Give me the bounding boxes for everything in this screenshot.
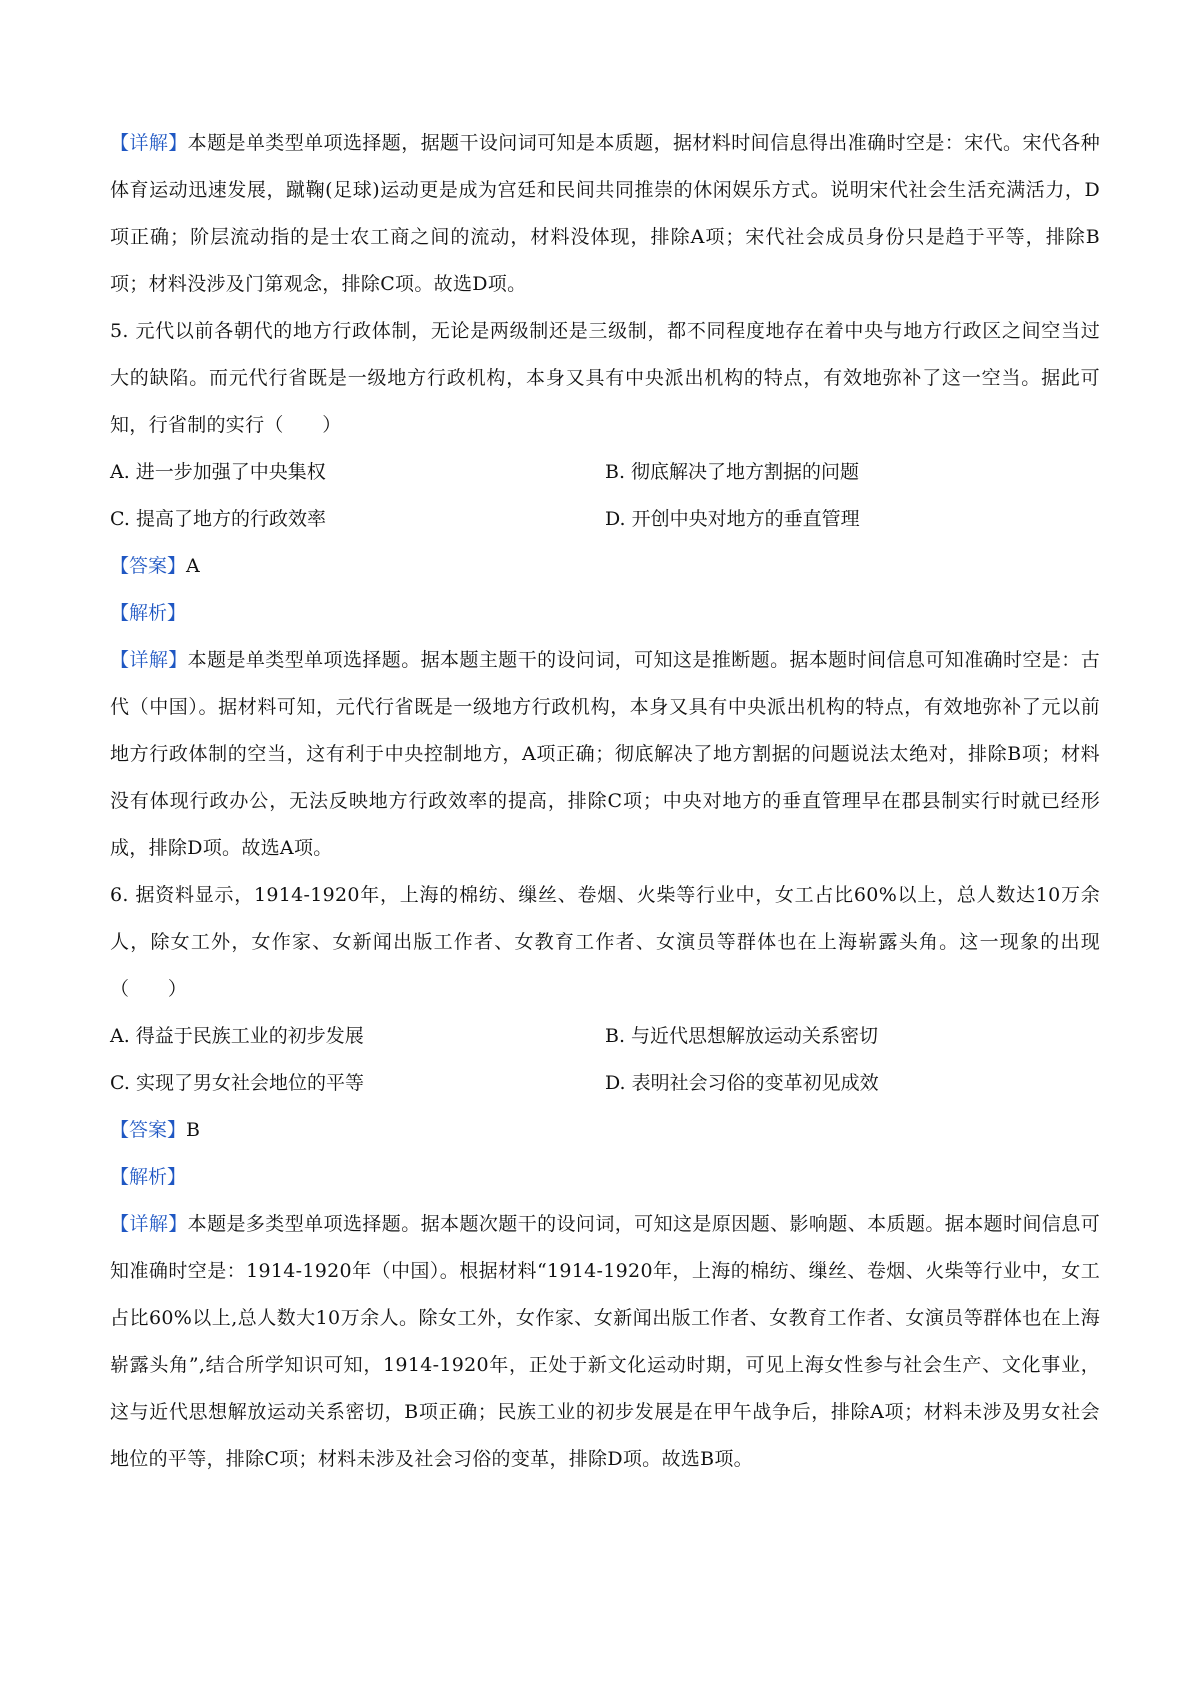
q5-analysis <box>110 590 1100 637</box>
analysis-tag: 【解析】 <box>110 1166 187 1188</box>
answer-tag: 【答案】 <box>110 1119 187 1141</box>
detail-tag: 【详解】 <box>110 649 188 671</box>
q6-answer <box>110 1107 1100 1154</box>
q6-option-d: D. 表明社会习俗的变革初见成效 <box>605 1072 879 1094</box>
q5-option-a: A. 进一步加强了中央集权 <box>110 461 326 483</box>
q6-options <box>110 1013 1100 1107</box>
detail-tag: 【详解】 <box>110 132 188 154</box>
q5-answer-value: A <box>186 555 200 577</box>
q5-option-b: B. 彻底解决了地方割据的问题 <box>605 461 860 483</box>
q6-stem: 6. 据资料显示，1914-1920年，上海的棉纺、缫丝、卷烟、火柴等行业中，女工占比60%以上，总人数达10万余人，除女工外，女作家、女新闻出版工作者、女教育工作者、女演员等群体也在上海崭露头角。这一现象的出现（ ） <box>110 884 1100 1000</box>
q6-option-c: C. 实现了男女社会地位的平等 <box>110 1072 364 1094</box>
q6-analysis <box>110 1154 1100 1201</box>
q6-option-a: A. 得益于民族工业的初步发展 <box>110 1025 364 1047</box>
q5-stem: 5. 元代以前各朝代的地方行政体制，无论是两级制还是三级制，都不同程度地存在着中央与地方行政区之间空当过大的缺陷。而元代行省既是一级地方行政机构，本身又具有中央派出机构的特点，有效地弥补了这一空当。据此可知，行省制的实行（ ） <box>110 320 1100 436</box>
analysis-tag: 【解析】 <box>110 602 187 624</box>
document-page <box>110 120 1100 1483</box>
q5-option-c: C. 提高了地方的行政效率 <box>110 508 326 530</box>
q5-options <box>110 449 1100 543</box>
q6-answer-value: B <box>186 1119 200 1141</box>
q4-detail <box>110 120 1100 308</box>
q5-detail <box>110 637 1100 872</box>
q4-detail-text: 本题是单类型单项选择题，据题干设问词可知是本质题，据材料时间信息得出准确时空是：宋代。宋代各种体育运动迅速发展，蹴鞠(足球)运动更是成为宫廷和民间共同推崇的休闲娱乐方式。说明宋代社会生活充满活力，D项正确；阶层流动指的是士农工商之间的流动，材料没体现，排除A项；宋代社会成员身份只是趋于平等，排除B项；材料没涉及门第观念，排除C项。故选D项。 <box>110 132 1100 295</box>
q5-detail-text: 本题是单类型单项选择题。据本题主题干的设问词，可知这是推断题。据本题时间信息可知准确时空是：古代（中国）。据材料可知，元代行省既是一级地方行政机构，本身又具有中央派出机构的特点，有效地弥补了元以前地方行政体制的空当，这有利于中央控制地方，A项正确；彻底解决了地方割据的问题说法太绝对，排除B项；材料没有体现行政办公，无法反映地方行政效率的提高，排除C项；中央对地方的垂直管理早在郡县制实行时就已经形成，排除D项。故选A项。 <box>110 649 1100 859</box>
q5-answer <box>110 543 1100 590</box>
answer-tag: 【答案】 <box>110 555 187 577</box>
q6-detail-text: 本题是多类型单项选择题。据本题次题干的设问词，可知这是原因题、影响题、本质题。据本题时间信息可知准确时空是：1914-1920年（中国）。根据材料“1914-1920年，上海的棉纺、缫丝、卷烟、火柴等行业中，女工占比60%以上,总人数大10万余人。除女工外，女作家、女新闻出版工作者、女教育工作者、女演员等群体也在上海崭露头角”,结合所学知识可知，1914-1920年，正处于新文化运动时期，可见上海女性参与社会生产、文化事业，这与近代思想解放运动关系密切，B项正确；民族工业的初步发展是在甲午战争后，排除A项；材料未涉及男女社会地位的平等，排除C项；材料未涉及社会习俗的变革，排除D项。故选B项。 <box>110 1213 1100 1470</box>
q6-detail <box>110 1201 1100 1483</box>
q6-option-b: B. 与近代思想解放运动关系密切 <box>605 1025 879 1047</box>
detail-tag: 【详解】 <box>110 1213 188 1235</box>
q5-option-d: D. 开创中央对地方的垂直管理 <box>605 508 860 530</box>
